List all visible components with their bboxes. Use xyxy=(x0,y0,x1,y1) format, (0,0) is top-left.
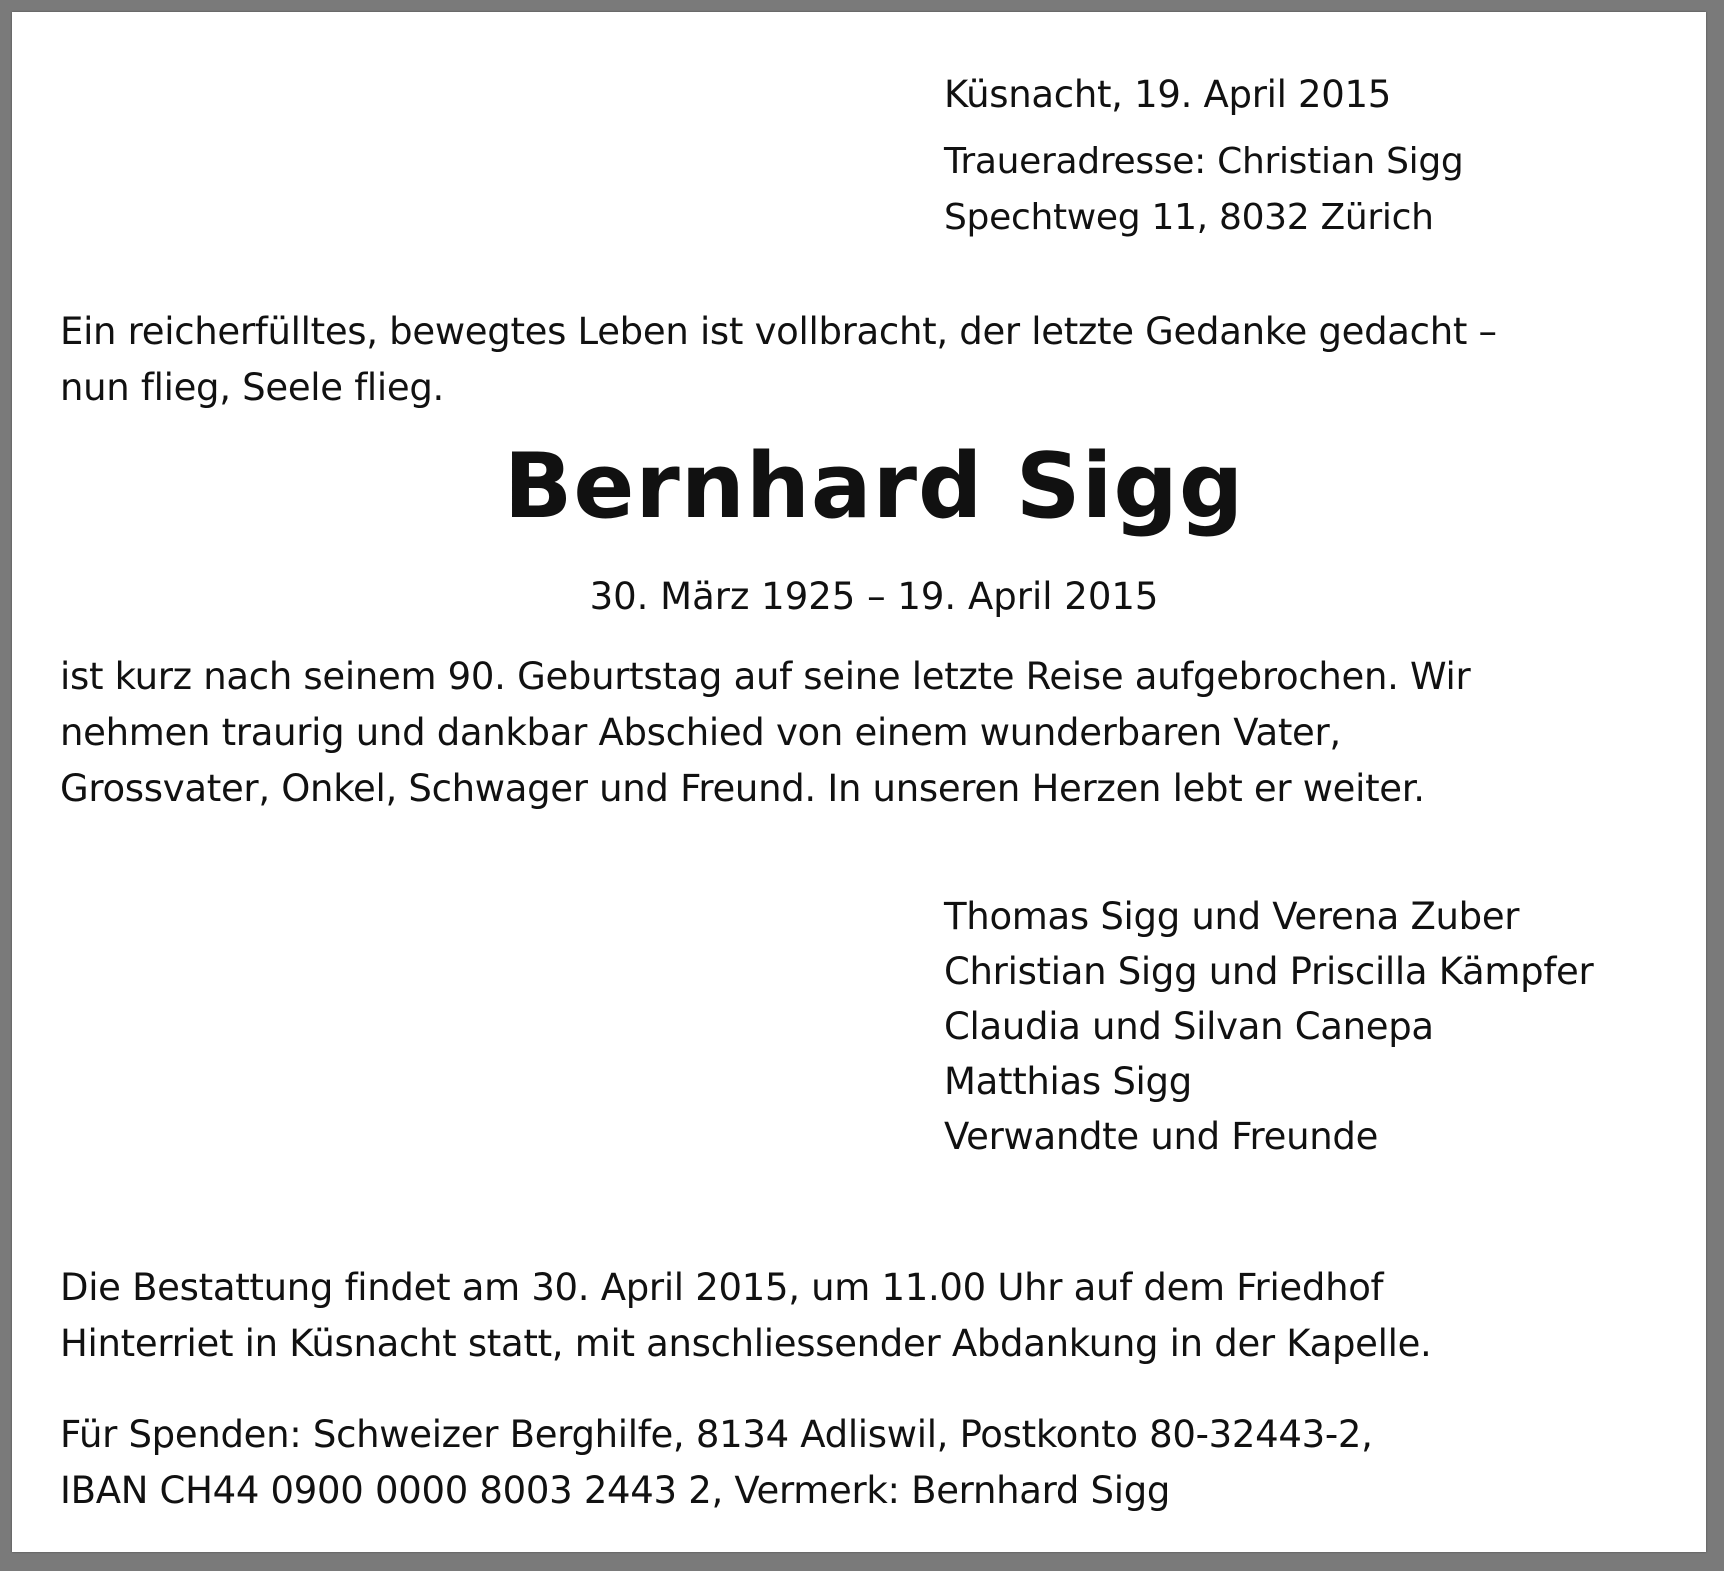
funeral-line: Hinterriet in Küsnacht statt, mit anschliessender Abdankung in der Kapelle. xyxy=(60,1322,1432,1365)
statement-line: nehmen traurig und dankbar Abschied von einem wunderbaren Vater, xyxy=(60,711,1341,754)
mourner-entry: Claudia und Silvan Canepa xyxy=(944,1005,1434,1048)
opening-quote xyxy=(60,304,1497,416)
life-dates: 30. März 1925 – 19. April 2015 xyxy=(589,575,1159,618)
mourner-entry: Matthias Sigg xyxy=(944,1060,1192,1103)
place-date: Küsnacht, 19. April 2015 xyxy=(944,73,1391,116)
farewell-statement xyxy=(60,649,1470,817)
donation-line: Für Spenden: Schweizer Berghilfe, 8134 Adliswil, Postkonto 80-32443-2, xyxy=(60,1413,1373,1456)
donation-details xyxy=(60,1407,1373,1519)
mourning-address-line: Spechtweg 11, 8032 Zürich xyxy=(944,197,1434,238)
statement-line: Grossvater, Onkel, Schwager und Freund. In unseren Herzen lebt er weiter. xyxy=(60,767,1425,810)
mourning-address xyxy=(944,134,1463,246)
mourner-entry: Verwandte und Freunde xyxy=(944,1115,1379,1158)
mourning-address-line: Traueradresse: Christian Sigg xyxy=(944,141,1464,182)
funeral-line: Die Bestattung findet am 30. April 2015, um 11.00 Uhr auf dem Friedhof xyxy=(60,1266,1384,1309)
mourner-entry: Thomas Sigg und Verena Zuber xyxy=(944,895,1520,938)
mourner-entry: Christian Sigg und Priscilla Kämpfer xyxy=(944,950,1594,993)
mourners-list xyxy=(944,889,1593,1164)
funeral-details xyxy=(60,1260,1432,1372)
quote-line: nun flieg, Seele flieg. xyxy=(60,366,444,409)
statement-line: ist kurz nach seinem 90. Geburtstag auf seine letzte Reise aufgebrochen. Wir xyxy=(60,655,1471,698)
deceased-name: Bernhard Sigg xyxy=(503,434,1245,539)
quote-line: Ein reicherfülltes, bewegtes Leben ist vollbracht, der letzte Gedanke gedacht – xyxy=(60,310,1497,353)
obituary-notice xyxy=(12,12,1706,1552)
donation-line: IBAN CH44 0900 0000 8003 2443 2, Vermerk: Bernhard Sigg xyxy=(60,1469,1171,1512)
